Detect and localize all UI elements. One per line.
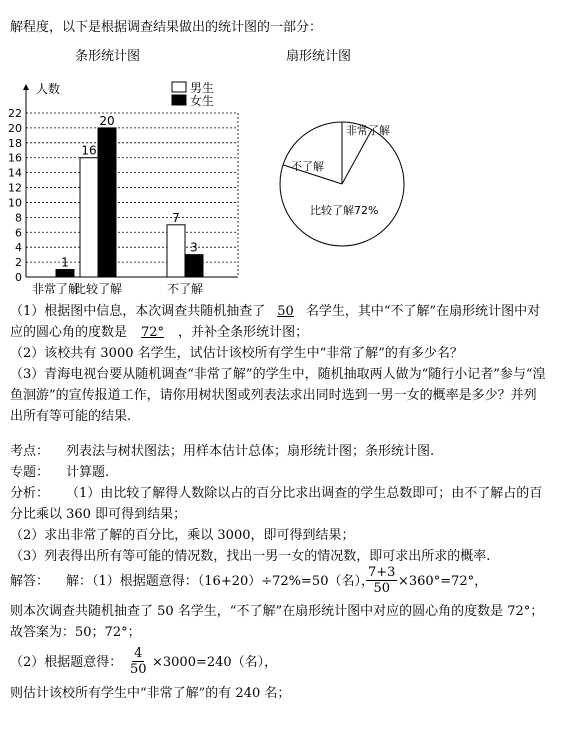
y-tick-label: 20 [8,121,22,135]
solution-line-2: 则本次调查共随机抽查了 50 名学生，“不了解”在扇形统计图中对应的圆心角的度数是 72°； [10,604,544,619]
q1-answer-blank-1: 50 [277,304,294,319]
question-3-line-2: 鱼洄游”的宣传报道工作，请你用树状图或列表法求出同时选到一男一女的概率是多少？并列 [10,388,537,403]
fraction-numerator: 4 [134,646,143,661]
question-1-line-1 [10,304,540,320]
question-2: （2）该校共有 3000 名学生，试估计该校所有学生中“非常了解”的有多少名？ [10,346,463,361]
bar-data-label: 3 [190,240,198,255]
jieda-label: 解答： [10,574,50,589]
bar-data-label: 16 [81,143,97,158]
fraction-7-3-over-50 [366,565,397,596]
q1-text-b: 名学生，其中“不了解”在扇形统计图中对 [305,304,541,319]
q1-text-c: 应的圆心角的度数是 [10,325,128,340]
y-tick-label: 14 [8,166,22,180]
fenxi-line-3: （2）求出非常了解的百分比，乘以 3000，即可得到结果； [10,528,355,543]
bar-data-label: 1 [61,255,69,270]
y-tick-label: 2 [15,256,22,270]
legend-swatch [172,82,186,92]
bar [80,158,98,277]
y-tick-label: 16 [8,151,22,165]
question-1-line-2 [10,325,308,341]
fraction-4-over-50 [130,646,147,677]
solution-line-1: 解：（1）根据题意得：（16+20）÷72%=50（名）， [66,574,374,589]
x-tick-label: 不了解 [166,282,204,296]
legend-swatch [172,95,186,105]
x-tick-label: 比较了解 [73,282,123,296]
zhuanti-label: 专题： [10,465,50,480]
bar-chart [0,72,260,302]
bar [98,128,116,277]
question-3-line-3: 出所有等可能的结果. [10,409,132,424]
pie-slice-label: 比较了解72% [310,204,379,217]
pie-chart-title: 扇形统计图 [286,49,352,64]
fenxi-line-1: （1）由比较了解得人数除以占的百分比求出调查的学生总数即可；由不了解占的百 [66,486,543,501]
bar-chart-title: 条形统计图 [75,49,141,64]
bar-data-label: 7 [172,210,180,225]
legend-label: 女生 [190,94,215,108]
y-tick-label: 22 [8,107,22,120]
y-tick-label: 4 [15,241,22,255]
fenxi-line-2: 分比乘以 360 即可得到结果； [10,507,187,522]
pie-slice-label: 不了解 [291,160,324,173]
fenxi-label: 分析： [10,486,50,501]
solution-line-3: 故答案为：50；72°； [10,625,141,640]
kaodian-text: 列表法与树状图法；用样本估计总体；扇形统计图；条形统计图. [66,444,435,459]
y-tick-label: 0 [15,271,22,284]
fenxi-line-4: （3）列表得出所有等可能的情况数，找出一男一女的情况数，即可求出所求的概率. [10,549,491,564]
y-tick-label: 18 [8,136,22,150]
q1-text-d: ，并补全条形统计图； [178,325,309,340]
pie-chart [270,110,420,260]
solution-line-4: （2）根据题意得： [10,655,123,670]
bar [56,270,74,277]
bar [185,255,203,277]
question-3-line-1: （3）青海电视台要从随机调查“非常了解”的学生中，随机抽取两人做为“随行小记者”参与“湟 [10,367,546,382]
zhuanti-text: 计算题. [66,465,110,480]
y-tick-label: 6 [15,226,22,240]
fraction-numerator: 7+3 [368,565,396,580]
q1-answer-blank-2: 72° [141,325,165,340]
intro-text: 解程度，以下是根据调查结果做出的统计图的一部分： [10,20,323,35]
solution-line-1-tail: ×360°=72°， [398,574,488,589]
solution-line-4-tail: ×3000=240（名）， [152,655,278,670]
kaodian-label: 考点： [10,444,50,459]
pie-slice-label: 非常了解 [346,124,390,137]
y-tick-label: 10 [8,196,22,210]
fraction-denominator: 50 [373,581,390,596]
y-axis-arrow [23,84,29,90]
fraction-denominator: 50 [130,662,147,677]
legend-label: 男生 [190,81,215,95]
bar-data-label: 20 [99,113,115,128]
bar [167,225,185,277]
y-tick-label: 8 [15,211,22,225]
y-axis-label: 人数 [36,82,61,96]
solution-line-5: 则估计该校所有学生中“非常了解”的有 240 名； [10,686,291,701]
x-tick-label: 非常了解 [31,282,81,296]
q1-text-a: （1）根据图中信息，本次调查共随机抽查了 [10,304,266,319]
y-tick-label: 12 [8,181,22,195]
